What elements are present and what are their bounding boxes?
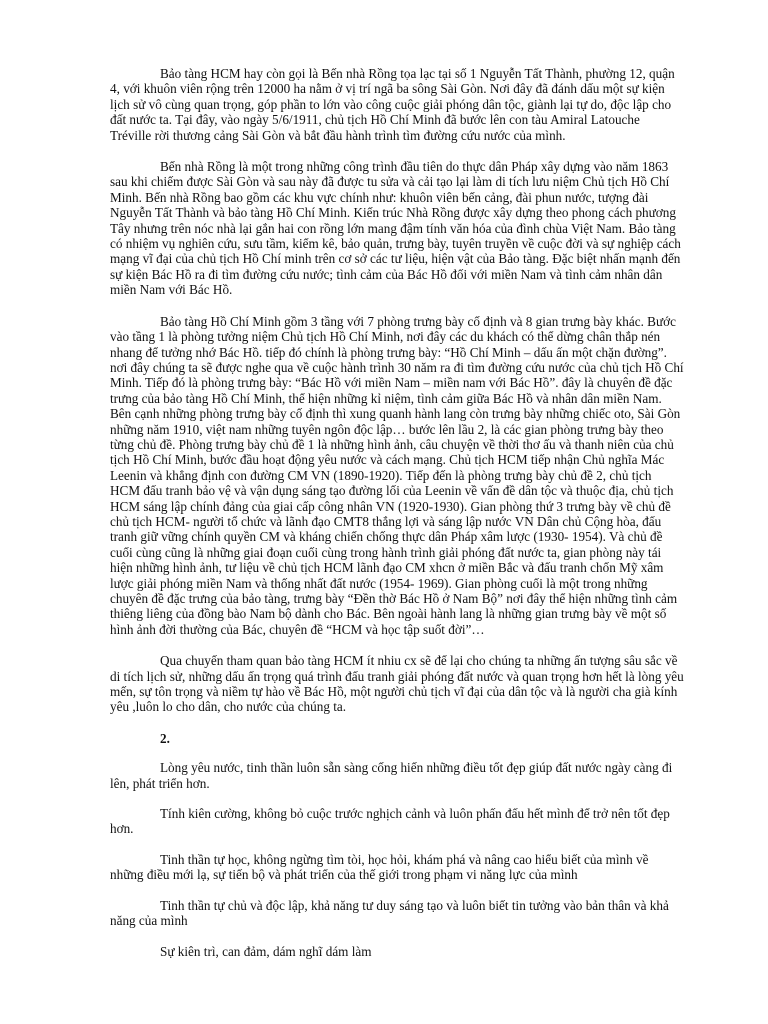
section-heading: 2. bbox=[160, 730, 170, 746]
list-item: Tinh thần tự chủ và độc lập, khả năng tư duy sáng tạo và luôn biết tin tưởng vào bản thân và khả năng của mình bbox=[110, 897, 669, 929]
list-item: Sự kiên trì, can đảm, dám nghĩ dám làm bbox=[160, 943, 372, 959]
paragraph-ben-nha-rong: Bến nhà Rồng là một trong những công trình đầu tiên do thực dân Pháp xây dựng vào năm 1863 sau khi chiếm được Sài Gòn và sau này đã được tu sửa và cải tạo lại làm di tích lưu niệm Chủ tịch Hồ Chí Minh. Bến nhà Rồng bao gồm các khu vực chính như: khuôn viên bến cảng, đài phun nước, tượng đài Nguyễn Tất Thành và bảo tàng Hồ Chí Minh. Kiến trúc Nhà Rồng được xây dựng theo phong cách phương Tây nhưng trên nóc nhà lại gắn hai con rồng lớn mang đậm tính văn hóa của đình chùa Việt Nam. Bảo tàng có nhiệm vụ nghiên cứu, sưu tầm, kiểm kê, bảo quản, trưng bày, tuyên truyền về cuộc đời và sự nghiệp cách mạng vĩ đại của chủ tịch Hồ Chí minh trên cơ sở các tư liệu, hiện vật của Bảo tàng. Đặc biệt nhấn mạnh đến sự kiện Bác Hồ ra đi tìm đường cứu nước; tình cảm của Bác Hồ đối với miền Nam và tình cảm nhân dân miền Nam với Bác Hồ. bbox=[110, 159, 681, 298]
paragraph-intro: Bảo tàng HCM hay còn gọi là Bến nhà Rồng tọa lạc tại số 1 Nguyễn Tất Thành, phường 12, quận 4, với khuôn viên rộng trên 12000 ha nằm ở vị trí ngã ba sông Sài Gòn. Nơi đây đã đánh dấu một sự kiện lịch sử vô cùng quan trọng, góp phần to lớn vào công cuộc giải phóng dân tộc, giành lại tự do, độc lập cho đất nước ta. Tại đây, vào ngày 5/6/1911, chủ tịch Hồ Chí Minh đã bước lên con tàu Amiral Latouche Tréville rời thương cảng Sài Gòn và bắt đầu hành trình tìm đường cứu nước của mình. bbox=[110, 66, 675, 143]
list-item: Tính kiên cường, không bỏ cuộc trước nghịch cảnh và luôn phấn đấu hết mình để trở nên tốt đẹp hơn. bbox=[110, 806, 670, 837]
paragraph-museum-layout: Bảo tàng Hồ Chí Minh gồm 3 tầng với 7 phòng trưng bày cố định và 8 gian trưng bày khác. Bước vào tầng 1 là phòng tưởng niệm Chủ tịch Hồ Chí Minh, nơi đây các du khách có thể dừng chân thắp nén nhang để tưởng nhớ Bác Hồ. tiếp đó chính là phòng trưng bày: “Hồ Chí Minh – dấu ấn một chặn đường”. nơi đây chúng ta sẽ được nghe qua về cuộc hành trình 30 năm ra đi tìm đường cứu nước của chủ tịch Hồ Chí Minh. Tiếp đó là phòng trưng bày: “Bác Hồ với miền Nam – miền nam với Bác Hồ”. đây là chuyên đề đặc trưng của bảo tàng Hồ Chí Minh, thể hiện những kỉ niệm, tình cảm giữa Bác Hồ và nhân dân miền Nam. Bên cạnh những phòng trưng bày cố định thì xung quanh hành lang còn trưng bày những chiếc oto, Sài Gòn những năm 1910, việt nam những tuyên ngôn độc lập… bước lên lầu 2, là các gian phòng trưng bày theo từng chủ đề. Phòng trưng bày chủ đề 1 là những hình ảnh, câu chuyện về thời thơ ấu và thanh niên của chủ tịch Hồ Chí Minh, bước đầu hoạt động yêu nước và cách mạng. Chủ tịch HCM tiếp nhận Chủ nghĩa Mác Leenin và khẳng định con đường CM VN (1890-1920). Tiếp đến là phòng trưng bày chủ đề 2, chủ tịch HCM đấu tranh bảo vệ và vận dụng sáng tạo đường lối của Leenin về vấn đề dân tộc và thuộc địa, chủ tịch HCM sáng lập chính đảng của giai cấp công nhân VN (1920-1930). Gian phòng thứ 3 trưng bày về chủ đề chủ tịch HCM- người tổ chức và lãnh đạo CMT8 thắng lợi và sáng lập nước VN Dân chủ Cộng hòa, đấu tranh giữ vững chính quyền CM và kháng chiến chống thực dân Pháp xâm lược (1930- 1954). Và chủ đề cuối cùng cũng là những giai đoạn cuối cùng trong hành trình giải phóng đất nước ta, gian phòng này tái hiện những hình ảnh, tư liệu về chủ tịch HCM lãnh đạo CM xhcn ở miền Bắc và đấu tranh chốn Mỹ xâm lược giải phóng miền Nam và thống nhất đất nước (1954- 1969). Gian phòng cuối là một trong những chuyên đề đặc trưng của bảo tàng, trưng bày “Đền thờ Bác Hồ ở Nam Bộ” nơi đây thể hiện những tình cảm thiêng liêng của đồng bào Nam bộ dành cho Bác. Bên ngoài hành lang là những gian trưng bày về một số hình ảnh đời thường của Bác, chuyên đề “HCM và học tập suốt đời”… bbox=[110, 313, 684, 637]
document-page bbox=[110, 66, 684, 974]
paragraph-conclusion: Qua chuyến tham quan bảo tàng HCM ít nhiu cx sẽ để lại cho chúng ta những ấn tượng sâu sắc về di tích lịch sử, những dấu ấn trọng quá trình đấu tranh giải phóng đất nước và quan trọng hơn hết là lòng yêu mến, sự tôn trọng và niềm tự hào về Bác Hồ, một người chủ tịch vĩ đại của dân tộc và là người cha già kính yêu ,luôn lo cho dân, cho nước của chúng ta. bbox=[110, 653, 684, 715]
list-item: Tinh thần tự học, không ngừng tìm tòi, học hỏi, khám phá và nâng cao hiểu biết của mình về những điều mới lạ, sự tiến bộ và phát triển của thế giới trong phạm vi năng lực của mình bbox=[110, 851, 649, 883]
list-item: Lòng yêu nước, tinh thần luôn sẵn sàng cống hiến những điều tốt đẹp giúp đất nước ngày càng đi lên, phát triển hơn. bbox=[110, 760, 673, 791]
